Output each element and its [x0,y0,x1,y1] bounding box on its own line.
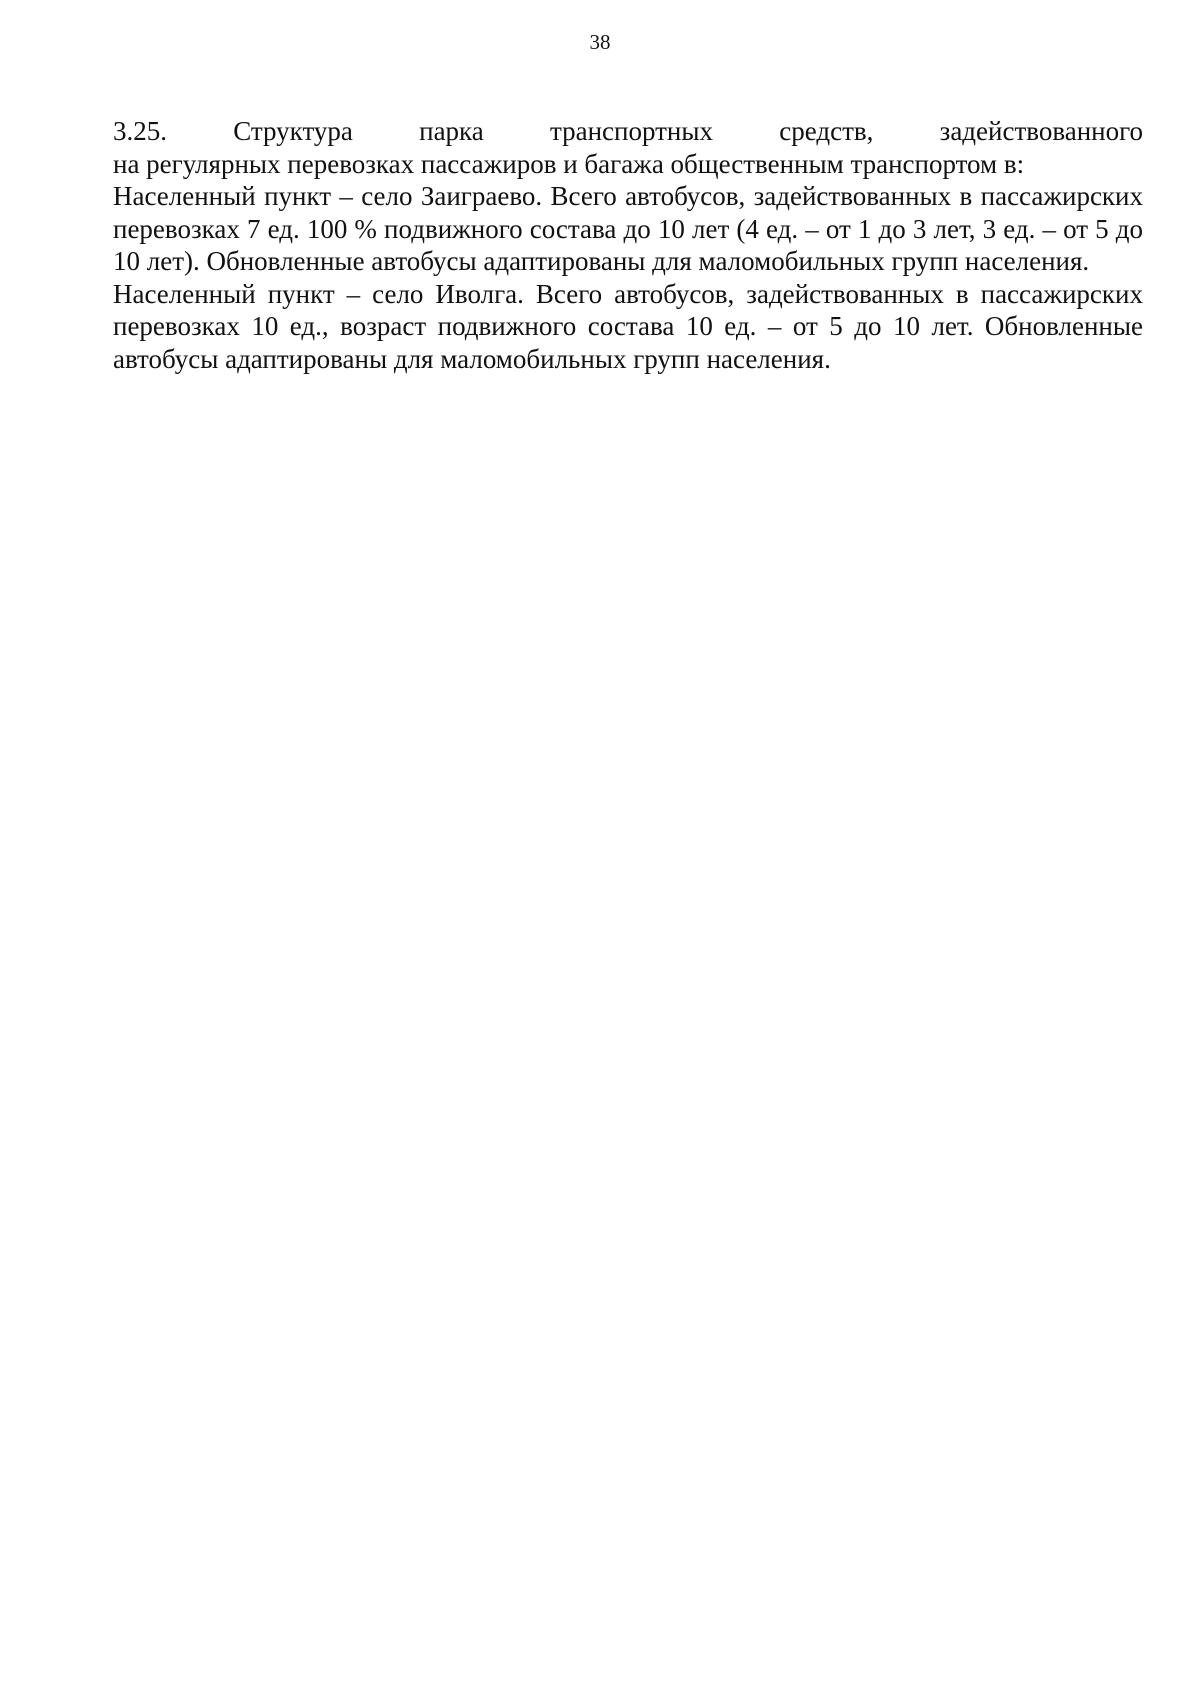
document-body [113,115,1143,375]
paragraph-heading-rest: на регулярных перевозках пассажиров и багажа общественным транспортом в: [113,148,1025,179]
paragraph-zaigraevo: Населенный пункт – село Заиграево. Всего автобусов, задействованных в пассажирских перевозках 7 ед. 100 % подвижного состава до 10 лет (4 ед. – от 1 до 3 лет, 3 ед. – от 5 до 10 лет). Обновленные автобусы адаптированы для маломобильных групп населения. [113,181,1143,276]
page-number: 38 [589,30,611,54]
paragraph-fleet-structure [113,115,1143,180]
paragraph-ivolga: Населенный пункт – село Иволга. Всего автобусов, задействованных в пассажирских перевозках 10 ед., возраст подвижного состава 10 ед. – от 5 до 10 лет. Обновленные автобусы адаптированы для маломобильных групп населения. [113,278,1143,374]
paragraph-heading-line: 3.25. Структура парка транспортных средств, задействованного [113,116,1143,146]
